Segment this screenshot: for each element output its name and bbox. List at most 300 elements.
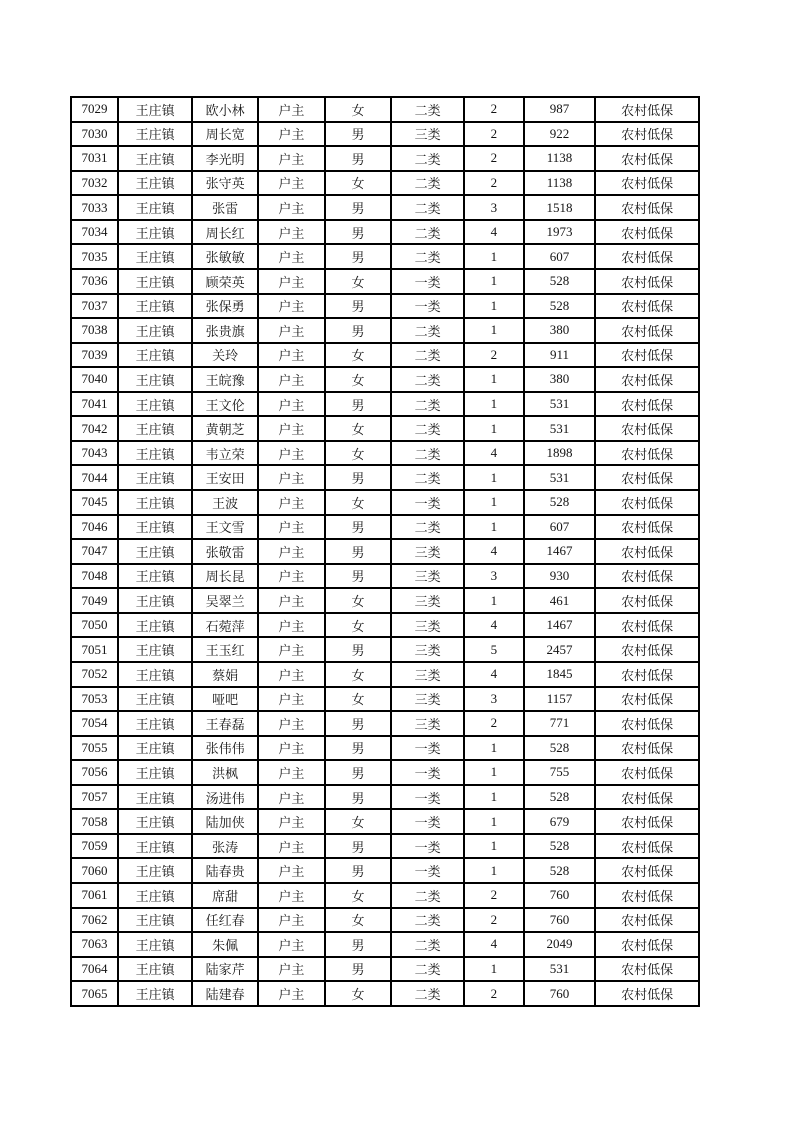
cell-benefit: 农村低保 xyxy=(595,343,699,368)
cell-relation: 户主 xyxy=(258,711,325,736)
cell-relation: 户主 xyxy=(258,318,325,343)
cell-benefit: 农村低保 xyxy=(595,392,699,417)
cell-persons: 1 xyxy=(464,834,524,859)
cell-benefit: 农村低保 xyxy=(595,858,699,883)
cell-benefit: 农村低保 xyxy=(595,515,699,540)
cell-category: 二类 xyxy=(391,441,464,466)
cell-town: 王庄镇 xyxy=(118,343,192,368)
cell-town: 王庄镇 xyxy=(118,613,192,638)
cell-town: 王庄镇 xyxy=(118,490,192,515)
cell-gender: 女 xyxy=(325,687,392,712)
cell-gender: 女 xyxy=(325,171,392,196)
cell-amount: 528 xyxy=(524,736,596,761)
table-body xyxy=(71,97,699,1006)
cell-name: 张保勇 xyxy=(192,294,258,319)
cell-benefit: 农村低保 xyxy=(595,122,699,147)
cell-persons: 3 xyxy=(464,195,524,220)
cell-persons: 2 xyxy=(464,883,524,908)
cell-id: 7057 xyxy=(71,785,118,810)
cell-id: 7055 xyxy=(71,736,118,761)
cell-name: 王春磊 xyxy=(192,711,258,736)
cell-category: 一类 xyxy=(391,294,464,319)
cell-persons: 4 xyxy=(464,613,524,638)
cell-id: 7053 xyxy=(71,687,118,712)
table-row xyxy=(71,613,699,638)
cell-benefit: 农村低保 xyxy=(595,318,699,343)
cell-category: 三类 xyxy=(391,564,464,589)
cell-amount: 922 xyxy=(524,122,596,147)
table-row xyxy=(71,269,699,294)
cell-relation: 户主 xyxy=(258,834,325,859)
cell-benefit: 农村低保 xyxy=(595,539,699,564)
cell-relation: 户主 xyxy=(258,957,325,982)
cell-relation: 户主 xyxy=(258,932,325,957)
cell-category: 一类 xyxy=(391,809,464,834)
table-row xyxy=(71,809,699,834)
cell-relation: 户主 xyxy=(258,490,325,515)
cell-benefit: 农村低保 xyxy=(595,736,699,761)
cell-id: 7048 xyxy=(71,564,118,589)
cell-town: 王庄镇 xyxy=(118,736,192,761)
cell-name: 席甜 xyxy=(192,883,258,908)
cell-category: 二类 xyxy=(391,392,464,417)
cell-id: 7056 xyxy=(71,760,118,785)
cell-name: 欧小林 xyxy=(192,97,258,122)
cell-benefit: 农村低保 xyxy=(595,637,699,662)
cell-relation: 户主 xyxy=(258,416,325,441)
cell-town: 王庄镇 xyxy=(118,981,192,1006)
cell-category: 二类 xyxy=(391,883,464,908)
cell-name: 周长红 xyxy=(192,220,258,245)
cell-amount: 1157 xyxy=(524,687,596,712)
cell-category: 三类 xyxy=(391,122,464,147)
cell-town: 王庄镇 xyxy=(118,515,192,540)
table-row xyxy=(71,515,699,540)
cell-id: 7039 xyxy=(71,343,118,368)
cell-relation: 户主 xyxy=(258,244,325,269)
table-row xyxy=(71,146,699,171)
cell-id: 7029 xyxy=(71,97,118,122)
cell-town: 王庄镇 xyxy=(118,711,192,736)
cell-benefit: 农村低保 xyxy=(595,613,699,638)
cell-gender: 男 xyxy=(325,244,392,269)
cell-persons: 2 xyxy=(464,146,524,171)
cell-gender: 男 xyxy=(325,465,392,490)
cell-id: 7042 xyxy=(71,416,118,441)
cell-amount: 771 xyxy=(524,711,596,736)
cell-id: 7044 xyxy=(71,465,118,490)
cell-category: 二类 xyxy=(391,220,464,245)
cell-town: 王庄镇 xyxy=(118,465,192,490)
cell-benefit: 农村低保 xyxy=(595,760,699,785)
cell-town: 王庄镇 xyxy=(118,564,192,589)
cell-gender: 女 xyxy=(325,441,392,466)
cell-persons: 1 xyxy=(464,858,524,883)
cell-id: 7049 xyxy=(71,588,118,613)
cell-relation: 户主 xyxy=(258,588,325,613)
cell-name: 张涛 xyxy=(192,834,258,859)
table-row xyxy=(71,908,699,933)
cell-name: 关玲 xyxy=(192,343,258,368)
cell-town: 王庄镇 xyxy=(118,220,192,245)
cell-persons: 1 xyxy=(464,318,524,343)
cell-relation: 户主 xyxy=(258,883,325,908)
cell-category: 一类 xyxy=(391,269,464,294)
cell-town: 王庄镇 xyxy=(118,687,192,712)
cell-id: 7032 xyxy=(71,171,118,196)
cell-benefit: 农村低保 xyxy=(595,564,699,589)
cell-persons: 1 xyxy=(464,785,524,810)
cell-gender: 男 xyxy=(325,122,392,147)
cell-gender: 男 xyxy=(325,220,392,245)
table-row xyxy=(71,318,699,343)
cell-amount: 760 xyxy=(524,883,596,908)
cell-gender: 女 xyxy=(325,883,392,908)
cell-category: 一类 xyxy=(391,760,464,785)
cell-gender: 男 xyxy=(325,564,392,589)
cell-gender: 女 xyxy=(325,662,392,687)
cell-relation: 户主 xyxy=(258,760,325,785)
cell-persons: 1 xyxy=(464,392,524,417)
cell-category: 二类 xyxy=(391,97,464,122)
cell-category: 二类 xyxy=(391,515,464,540)
cell-amount: 1467 xyxy=(524,613,596,638)
cell-town: 王庄镇 xyxy=(118,244,192,269)
cell-persons: 4 xyxy=(464,220,524,245)
table-row xyxy=(71,171,699,196)
cell-benefit: 农村低保 xyxy=(595,809,699,834)
cell-id: 7065 xyxy=(71,981,118,1006)
cell-benefit: 农村低保 xyxy=(595,883,699,908)
cell-gender: 男 xyxy=(325,637,392,662)
cell-town: 王庄镇 xyxy=(118,957,192,982)
cell-persons: 1 xyxy=(464,736,524,761)
cell-name: 朱佩 xyxy=(192,932,258,957)
cell-gender: 女 xyxy=(325,97,392,122)
cell-relation: 户主 xyxy=(258,269,325,294)
cell-gender: 男 xyxy=(325,294,392,319)
cell-category: 一类 xyxy=(391,785,464,810)
table-row xyxy=(71,564,699,589)
cell-relation: 户主 xyxy=(258,515,325,540)
cell-gender: 男 xyxy=(325,318,392,343)
cell-name: 王玉红 xyxy=(192,637,258,662)
cell-id: 7034 xyxy=(71,220,118,245)
cell-benefit: 农村低保 xyxy=(595,908,699,933)
cell-relation: 户主 xyxy=(258,785,325,810)
cell-id: 7050 xyxy=(71,613,118,638)
cell-relation: 户主 xyxy=(258,343,325,368)
table-row xyxy=(71,416,699,441)
cell-relation: 户主 xyxy=(258,662,325,687)
cell-persons: 3 xyxy=(464,687,524,712)
cell-benefit: 农村低保 xyxy=(595,294,699,319)
table-row xyxy=(71,392,699,417)
cell-gender: 男 xyxy=(325,932,392,957)
table-row xyxy=(71,343,699,368)
cell-gender: 女 xyxy=(325,981,392,1006)
cell-persons: 1 xyxy=(464,760,524,785)
cell-name: 王安田 xyxy=(192,465,258,490)
cell-name: 李光明 xyxy=(192,146,258,171)
cell-category: 二类 xyxy=(391,171,464,196)
cell-amount: 760 xyxy=(524,981,596,1006)
cell-id: 7040 xyxy=(71,367,118,392)
cell-town: 王庄镇 xyxy=(118,834,192,859)
cell-category: 二类 xyxy=(391,343,464,368)
cell-persons: 2 xyxy=(464,343,524,368)
cell-town: 王庄镇 xyxy=(118,588,192,613)
table-row xyxy=(71,785,699,810)
cell-category: 三类 xyxy=(391,662,464,687)
cell-category: 二类 xyxy=(391,195,464,220)
table-row xyxy=(71,539,699,564)
cell-benefit: 农村低保 xyxy=(595,981,699,1006)
cell-id: 7035 xyxy=(71,244,118,269)
cell-benefit: 农村低保 xyxy=(595,195,699,220)
cell-persons: 1 xyxy=(464,465,524,490)
cell-id: 7062 xyxy=(71,908,118,933)
cell-id: 7043 xyxy=(71,441,118,466)
cell-relation: 户主 xyxy=(258,736,325,761)
cell-relation: 户主 xyxy=(258,637,325,662)
cell-id: 7054 xyxy=(71,711,118,736)
cell-relation: 户主 xyxy=(258,220,325,245)
cell-amount: 2457 xyxy=(524,637,596,662)
cell-relation: 户主 xyxy=(258,539,325,564)
table-row xyxy=(71,637,699,662)
cell-relation: 户主 xyxy=(258,908,325,933)
cell-name: 张贵旗 xyxy=(192,318,258,343)
table-row xyxy=(71,687,699,712)
cell-name: 周长昆 xyxy=(192,564,258,589)
table-row xyxy=(71,367,699,392)
cell-category: 三类 xyxy=(391,637,464,662)
cell-amount: 380 xyxy=(524,367,596,392)
cell-town: 王庄镇 xyxy=(118,662,192,687)
cell-relation: 户主 xyxy=(258,687,325,712)
cell-amount: 1898 xyxy=(524,441,596,466)
cell-id: 7058 xyxy=(71,809,118,834)
cell-persons: 1 xyxy=(464,588,524,613)
cell-amount: 528 xyxy=(524,834,596,859)
cell-benefit: 农村低保 xyxy=(595,416,699,441)
cell-gender: 男 xyxy=(325,711,392,736)
table-row xyxy=(71,441,699,466)
cell-benefit: 农村低保 xyxy=(595,588,699,613)
cell-name: 哑吧 xyxy=(192,687,258,712)
cell-name: 顾荣英 xyxy=(192,269,258,294)
cell-category: 二类 xyxy=(391,908,464,933)
cell-town: 王庄镇 xyxy=(118,171,192,196)
cell-town: 王庄镇 xyxy=(118,122,192,147)
cell-town: 王庄镇 xyxy=(118,809,192,834)
cell-town: 王庄镇 xyxy=(118,269,192,294)
table-row xyxy=(71,195,699,220)
table-row xyxy=(71,883,699,908)
cell-id: 7046 xyxy=(71,515,118,540)
cell-name: 张伟伟 xyxy=(192,736,258,761)
cell-relation: 户主 xyxy=(258,392,325,417)
cell-id: 7064 xyxy=(71,957,118,982)
cell-amount: 528 xyxy=(524,269,596,294)
cell-name: 石菀萍 xyxy=(192,613,258,638)
cell-amount: 987 xyxy=(524,97,596,122)
cell-gender: 女 xyxy=(325,343,392,368)
cell-benefit: 农村低保 xyxy=(595,244,699,269)
cell-persons: 3 xyxy=(464,564,524,589)
cell-relation: 户主 xyxy=(258,171,325,196)
table-row xyxy=(71,97,699,122)
cell-category: 二类 xyxy=(391,318,464,343)
cell-relation: 户主 xyxy=(258,564,325,589)
table-row xyxy=(71,957,699,982)
cell-amount: 528 xyxy=(524,294,596,319)
cell-amount: 461 xyxy=(524,588,596,613)
cell-amount: 1138 xyxy=(524,171,596,196)
table-row xyxy=(71,244,699,269)
cell-persons: 4 xyxy=(464,441,524,466)
cell-id: 7051 xyxy=(71,637,118,662)
cell-gender: 男 xyxy=(325,539,392,564)
cell-name: 王文伦 xyxy=(192,392,258,417)
cell-amount: 911 xyxy=(524,343,596,368)
cell-town: 王庄镇 xyxy=(118,908,192,933)
table-row xyxy=(71,220,699,245)
cell-town: 王庄镇 xyxy=(118,539,192,564)
cell-id: 7045 xyxy=(71,490,118,515)
cell-persons: 2 xyxy=(464,171,524,196)
cell-id: 7031 xyxy=(71,146,118,171)
cell-persons: 4 xyxy=(464,539,524,564)
cell-persons: 2 xyxy=(464,122,524,147)
cell-persons: 1 xyxy=(464,809,524,834)
table-row xyxy=(71,294,699,319)
table-row xyxy=(71,490,699,515)
table-row xyxy=(71,711,699,736)
cell-persons: 1 xyxy=(464,416,524,441)
cell-relation: 户主 xyxy=(258,195,325,220)
cell-gender: 男 xyxy=(325,785,392,810)
table-row xyxy=(71,981,699,1006)
cell-id: 7060 xyxy=(71,858,118,883)
cell-gender: 女 xyxy=(325,809,392,834)
cell-persons: 2 xyxy=(464,711,524,736)
cell-id: 7030 xyxy=(71,122,118,147)
cell-persons: 1 xyxy=(464,269,524,294)
cell-persons: 4 xyxy=(464,932,524,957)
cell-gender: 女 xyxy=(325,908,392,933)
cell-benefit: 农村低保 xyxy=(595,465,699,490)
cell-town: 王庄镇 xyxy=(118,637,192,662)
cell-amount: 607 xyxy=(524,244,596,269)
cell-relation: 户主 xyxy=(258,441,325,466)
cell-name: 张守英 xyxy=(192,171,258,196)
cell-gender: 男 xyxy=(325,392,392,417)
table-row xyxy=(71,834,699,859)
cell-benefit: 农村低保 xyxy=(595,711,699,736)
cell-id: 7063 xyxy=(71,932,118,957)
cell-amount: 679 xyxy=(524,809,596,834)
cell-id: 7033 xyxy=(71,195,118,220)
cell-name: 王文雪 xyxy=(192,515,258,540)
table-row xyxy=(71,736,699,761)
cell-persons: 1 xyxy=(464,294,524,319)
cell-relation: 户主 xyxy=(258,367,325,392)
cell-benefit: 农村低保 xyxy=(595,490,699,515)
cell-amount: 760 xyxy=(524,908,596,933)
cell-benefit: 农村低保 xyxy=(595,957,699,982)
cell-name: 任红春 xyxy=(192,908,258,933)
cell-town: 王庄镇 xyxy=(118,858,192,883)
cell-benefit: 农村低保 xyxy=(595,171,699,196)
cell-relation: 户主 xyxy=(258,146,325,171)
cell-benefit: 农村低保 xyxy=(595,687,699,712)
cell-gender: 女 xyxy=(325,269,392,294)
cell-persons: 1 xyxy=(464,957,524,982)
cell-persons: 2 xyxy=(464,97,524,122)
table-row xyxy=(71,932,699,957)
cell-id: 7052 xyxy=(71,662,118,687)
cell-benefit: 农村低保 xyxy=(595,97,699,122)
cell-gender: 男 xyxy=(325,736,392,761)
cell-id: 7038 xyxy=(71,318,118,343)
cell-id: 7041 xyxy=(71,392,118,417)
cell-category: 三类 xyxy=(391,711,464,736)
cell-gender: 男 xyxy=(325,834,392,859)
cell-id: 7059 xyxy=(71,834,118,859)
cell-persons: 1 xyxy=(464,244,524,269)
table-row xyxy=(71,122,699,147)
cell-amount: 1518 xyxy=(524,195,596,220)
cell-amount: 531 xyxy=(524,957,596,982)
cell-category: 二类 xyxy=(391,932,464,957)
cell-persons: 1 xyxy=(464,367,524,392)
cell-amount: 1138 xyxy=(524,146,596,171)
cell-category: 三类 xyxy=(391,613,464,638)
cell-town: 王庄镇 xyxy=(118,367,192,392)
cell-benefit: 农村低保 xyxy=(595,269,699,294)
cell-amount: 528 xyxy=(524,490,596,515)
cell-relation: 户主 xyxy=(258,294,325,319)
cell-gender: 女 xyxy=(325,588,392,613)
cell-amount: 607 xyxy=(524,515,596,540)
cell-relation: 户主 xyxy=(258,858,325,883)
cell-benefit: 农村低保 xyxy=(595,785,699,810)
cell-name: 张雷 xyxy=(192,195,258,220)
cell-amount: 1845 xyxy=(524,662,596,687)
cell-name: 黄朝芝 xyxy=(192,416,258,441)
cell-id: 7036 xyxy=(71,269,118,294)
cell-gender: 男 xyxy=(325,760,392,785)
cell-name: 陆家芹 xyxy=(192,957,258,982)
cell-amount: 1973 xyxy=(524,220,596,245)
cell-persons: 1 xyxy=(464,490,524,515)
table-row xyxy=(71,662,699,687)
cell-persons: 4 xyxy=(464,662,524,687)
cell-category: 二类 xyxy=(391,416,464,441)
cell-name: 陆春贵 xyxy=(192,858,258,883)
cell-benefit: 农村低保 xyxy=(595,662,699,687)
cell-name: 陆加侠 xyxy=(192,809,258,834)
cell-name: 王皖豫 xyxy=(192,367,258,392)
cell-gender: 女 xyxy=(325,613,392,638)
cell-persons: 5 xyxy=(464,637,524,662)
cell-benefit: 农村低保 xyxy=(595,367,699,392)
cell-gender: 女 xyxy=(325,367,392,392)
cell-persons: 2 xyxy=(464,981,524,1006)
cell-category: 二类 xyxy=(391,981,464,1006)
